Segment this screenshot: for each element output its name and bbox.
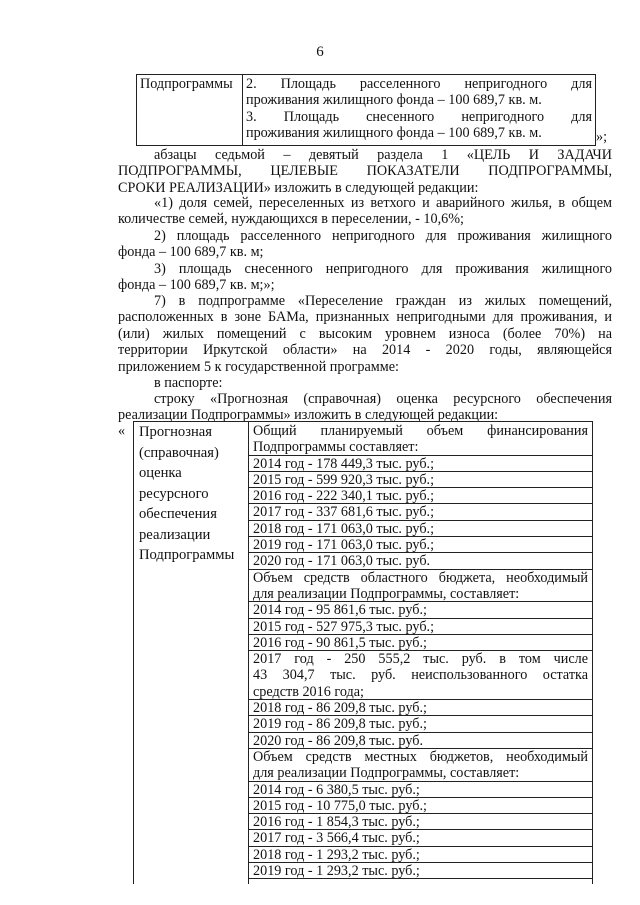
funding-line: 2018 год - 1 293,2 тыс. руб.; bbox=[249, 847, 592, 863]
funding-line: Объем средств областного бюджета, необходимый bbox=[253, 569, 588, 586]
label-line: оценка bbox=[139, 465, 182, 481]
label-line: обеспечения bbox=[139, 506, 217, 522]
text-line: «1) доля семей, переселенных из ветхого и аварийного жилья, в общем bbox=[154, 195, 612, 211]
funding-line: 2017 год - 250 555,2 тыс. руб. в том числе bbox=[253, 651, 588, 668]
funding-line: 2020 год - 86 209,8 тыс. руб. bbox=[249, 733, 592, 749]
resource-content-cell bbox=[249, 422, 592, 880]
paragraph-row-instruction bbox=[118, 391, 612, 424]
resource-table bbox=[133, 421, 593, 884]
subprograms-label-cell bbox=[137, 75, 243, 145]
paragraph-passport bbox=[118, 375, 612, 391]
text-line: строку «Прогнозная (справочная) оценка ресурсного обеспечения bbox=[154, 391, 612, 407]
label-line: (справочная) bbox=[139, 444, 219, 461]
label-line: Подпрограммы bbox=[139, 547, 235, 563]
table-line: 2. Площадь расселенного непригодного для bbox=[246, 76, 592, 92]
table-line: 3. Площадь снесенного непригодного для bbox=[246, 108, 592, 125]
funding-line: 2016 год - 90 861,5 тыс. руб.; bbox=[249, 635, 592, 651]
subprograms-table bbox=[136, 74, 596, 146]
funding-line: 2016 год - 222 340,1 тыс. руб.; bbox=[249, 488, 592, 504]
subprograms-label: Подпрограммы bbox=[140, 76, 233, 92]
text-line: количестве семей, нуждающихся в переселении, - 10,6%; bbox=[118, 211, 464, 228]
text-line: 2) площадь расселенного непригодного для проживания жилищного bbox=[154, 228, 612, 244]
paragraph-sections bbox=[118, 147, 612, 196]
funding-line: 2017 год - 337 681,6 тыс. руб.; bbox=[249, 504, 592, 520]
funding-line: 43 304,7 тыс. руб. неиспользованного остатка bbox=[253, 667, 588, 684]
table-line: проживания жилищного фонда – 100 689,7 кв. м. bbox=[246, 92, 542, 109]
funding-line: средств 2016 года; bbox=[249, 684, 592, 700]
text-line: 3) площадь снесенного непригодного для проживания жилищного bbox=[154, 261, 612, 277]
funding-line: Общий планируемый объем финансирования bbox=[253, 423, 588, 439]
funding-line: 2014 год - 95 861,6 тыс. руб.; bbox=[249, 602, 592, 618]
table-line: проживания жилищного фонда – 100 689,7 кв. м. bbox=[246, 125, 542, 142]
paragraph-item-2 bbox=[118, 228, 612, 261]
text-line: (или) жилых помещений с высоким уровнем износа (более 70%) на bbox=[118, 325, 612, 342]
label-line: реализации bbox=[139, 526, 211, 543]
funding-line: 2015 год - 599 920,3 тыс. руб.; bbox=[249, 472, 592, 488]
text-line: СРОКИ РЕАЛИЗАЦИИ» изложить в следующей редакции: bbox=[118, 179, 479, 196]
text-line: приложением 5 к государственной программе: bbox=[118, 358, 399, 375]
text-line: в паспорте: bbox=[154, 375, 223, 391]
funding-line: 2018 год - 86 209,8 тыс. руб.; bbox=[249, 700, 592, 716]
funding-line: для реализации Подпрограммы, составляет: bbox=[249, 765, 592, 781]
funding-line: 2019 год - 86 209,8 тыс. руб.; bbox=[249, 716, 592, 732]
funding-line: 2017 год - 3 566,4 тыс. руб.; bbox=[249, 830, 592, 846]
text-line: реализации Подпрограммы» изложить в следующей редакции: bbox=[118, 407, 499, 424]
funding-line: 2019 год - 171 063,0 тыс. руб.; bbox=[249, 537, 592, 553]
funding-line: Подпрограммы составляет: bbox=[249, 439, 592, 455]
funding-line: 2020 год - 171 063,0 тыс. руб. bbox=[249, 553, 592, 569]
text-line: территории Иркутской области» на 2014 - 2020 годы, являющейся bbox=[118, 342, 612, 359]
resource-label-cell bbox=[134, 422, 249, 884]
funding-line: Объем средств местных бюджетов, необходимый bbox=[253, 748, 588, 765]
text-line: фонда – 100 689,7 кв. м; bbox=[118, 244, 264, 261]
paragraph-item-3 bbox=[118, 261, 612, 294]
subprograms-content-cell bbox=[243, 75, 595, 145]
funding-line: 2014 год - 6 380,5 тыс. руб.; bbox=[249, 782, 592, 798]
funding-line: для реализации Подпрограммы, составляет: bbox=[249, 586, 592, 602]
text-line: абзацы седьмой – девятый раздела 1 «ЦЕЛЬ И ЗАДАЧИ bbox=[154, 147, 612, 163]
funding-line: 2015 год - 527 975,3 тыс. руб.; bbox=[249, 619, 592, 635]
page-number: 6 bbox=[316, 44, 324, 60]
text-line: фонда – 100 689,7 кв. м;»; bbox=[118, 277, 275, 294]
text-line: ПОДПРОГРАММЫ, ЦЕЛЕВЫЕ ПОКАЗАТЕЛИ ПОДПРОГРАММЫ, bbox=[118, 163, 612, 180]
paragraph-item-1 bbox=[118, 195, 612, 228]
funding-line: 2016 год - 1 854,3 тыс. руб.; bbox=[249, 814, 592, 830]
label-line: ресурсного bbox=[139, 485, 209, 502]
funding-line: 2015 год - 10 775,0 тыс. руб.; bbox=[249, 798, 592, 814]
funding-line: 2019 год - 1 293,2 тыс. руб.; bbox=[249, 863, 592, 879]
closing-quote: »; bbox=[596, 129, 608, 145]
opening-quote: « bbox=[118, 423, 126, 439]
text-line: 7) в подпрограмме «Переселение граждан из жилых помещений, bbox=[154, 293, 612, 309]
text-line: расположенных в зоне БАМа, признанных непригодными для проживания, и bbox=[118, 309, 612, 326]
paragraph-item-7 bbox=[118, 293, 612, 375]
label-line: Прогнозная bbox=[139, 424, 212, 440]
funding-line: 2018 год - 171 063,0 тыс. руб.; bbox=[249, 521, 592, 537]
funding-line: 2014 год - 178 449,3 тыс. руб.; bbox=[249, 456, 592, 472]
